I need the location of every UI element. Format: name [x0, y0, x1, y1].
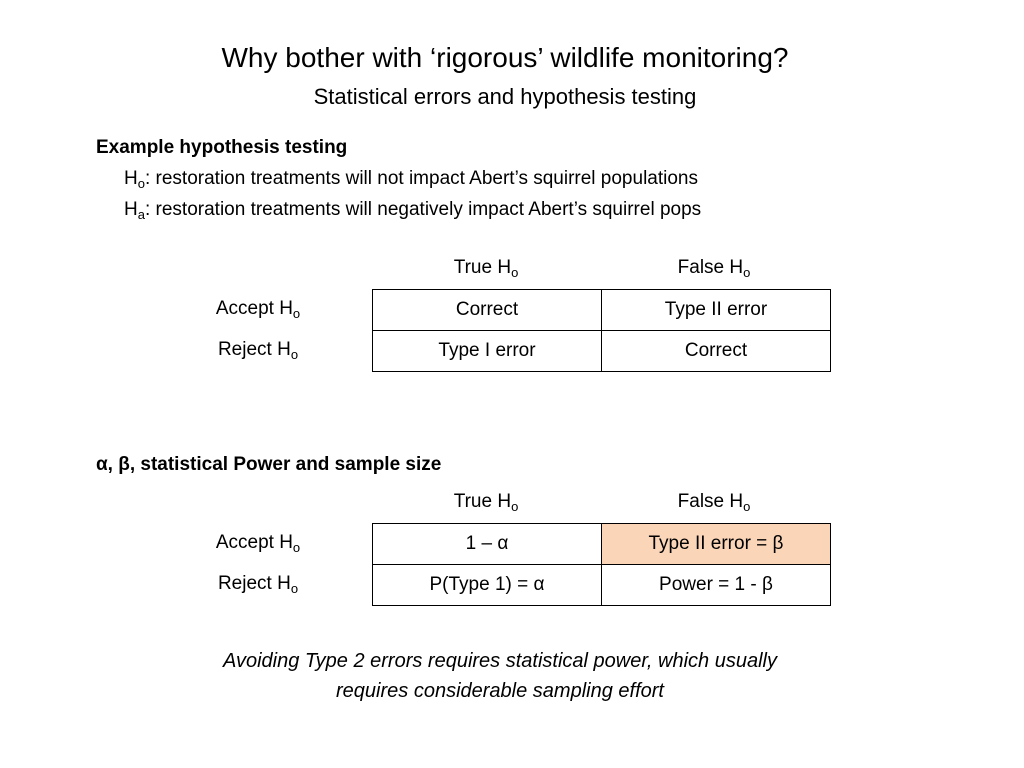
col-header-false-h0: [600, 491, 828, 513]
row-header-reject-h0: [190, 339, 326, 361]
row-header-subscript: o: [290, 581, 299, 596]
col-header-label: False H: [677, 491, 744, 512]
row-header-accept-h0: [190, 532, 326, 554]
col-header-label: True H: [453, 257, 512, 278]
col-header-true-h0: [372, 491, 600, 513]
row-header-accept-h0: [190, 298, 326, 320]
section-heading-power: α, β, statistical Power and sample size: [96, 454, 442, 475]
table-row: [373, 565, 831, 606]
null-hypothesis-symbol: H: [124, 168, 138, 189]
col-header-subscript: o: [511, 265, 519, 280]
error-types-table: [372, 289, 831, 372]
table-cell: Power = 1 - β: [602, 565, 831, 606]
null-hypothesis-subscript: o: [137, 176, 145, 191]
footnote-line-2: requires considerable sampling effort: [336, 680, 664, 702]
table-cell: Correct: [373, 290, 602, 331]
col-header-false-h0: [600, 257, 828, 279]
null-hypothesis-text: : restoration treatments will not impact Abert’s squirrel populations: [144, 168, 698, 189]
italic-footnote: [0, 646, 1000, 706]
power-table: [372, 523, 831, 606]
col-header-subscript: o: [743, 499, 751, 514]
table-cell: P(Type 1) = α: [373, 565, 602, 606]
row-header-label: Reject H: [217, 573, 291, 594]
null-hypothesis: [124, 168, 698, 190]
table-cell: Type II error: [602, 290, 831, 331]
slide-title: Why bother with ‘rigorous’ wildlife monitoring?: [221, 42, 789, 73]
table-cell: Type I error: [373, 331, 602, 372]
row-header-subscript: o: [292, 306, 301, 321]
slide-subtitle: Statistical errors and hypothesis testing: [313, 84, 697, 109]
col-header-label: False H: [677, 257, 744, 278]
table-row: [373, 524, 831, 565]
table-row: [373, 290, 831, 331]
row-header-subscript: o: [290, 347, 299, 362]
row-header-label: Accept H: [215, 532, 293, 553]
section-heading-example: Example hypothesis testing: [96, 137, 348, 158]
footnote-line-1: Avoiding Type 2 errors requires statistical power, which usually: [223, 650, 777, 672]
row-header-subscript: o: [292, 540, 301, 555]
col-header-label: True H: [453, 491, 512, 512]
alternative-hypothesis-subscript: a: [137, 207, 145, 222]
col-header-subscript: o: [511, 499, 519, 514]
col-header-subscript: o: [743, 265, 751, 280]
highlighted-cell-type-ii: Type II error = β: [602, 524, 831, 565]
alternative-hypothesis: [124, 199, 701, 221]
row-header-label: Reject H: [217, 339, 291, 360]
table-cell: Correct: [602, 331, 831, 372]
row-header-reject-h0: [190, 573, 326, 595]
table-row: [373, 331, 831, 372]
row-header-label: Accept H: [215, 298, 293, 319]
alternative-hypothesis-text: : restoration treatments will negatively impact Abert’s squirrel pops: [144, 199, 702, 220]
table-cell: 1 – α: [373, 524, 602, 565]
col-header-true-h0: [372, 257, 600, 279]
alternative-hypothesis-symbol: H: [124, 199, 138, 220]
